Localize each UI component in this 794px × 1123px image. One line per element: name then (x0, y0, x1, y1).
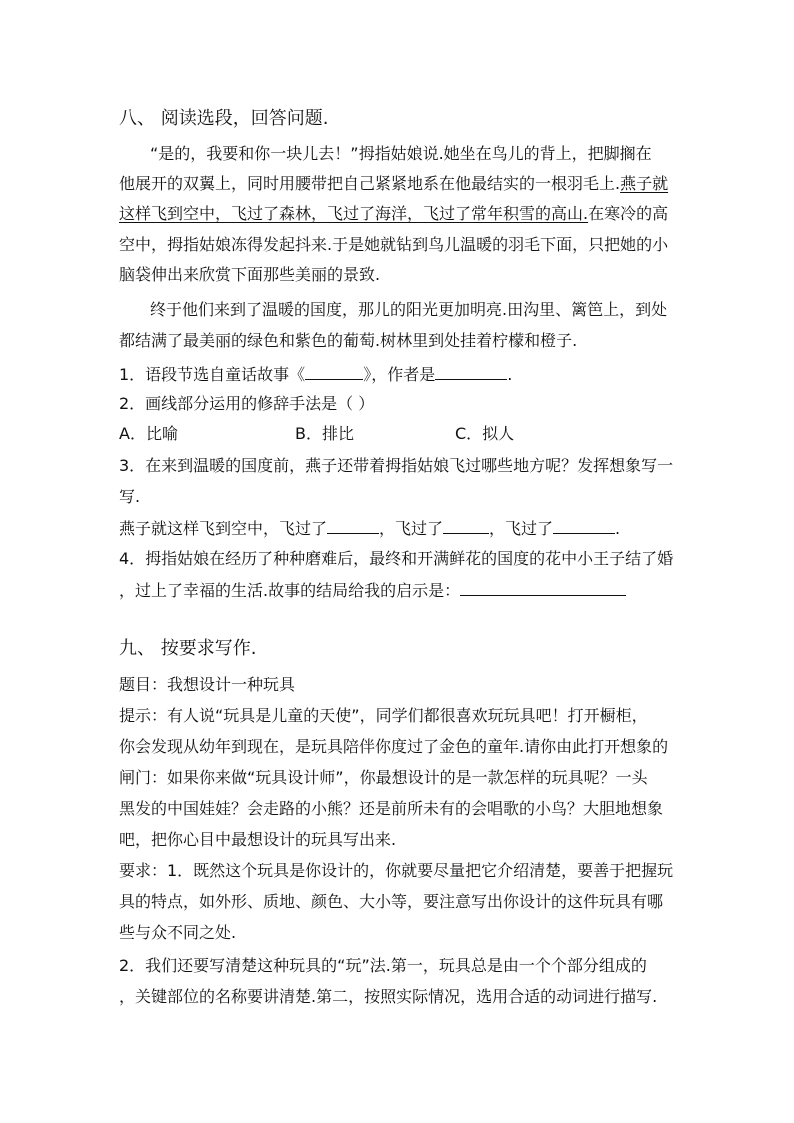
underlined-sentence-start: 燕子就 (620, 174, 669, 193)
question-2: 2．画线部分运用的修辞手法是（ ） (119, 394, 375, 413)
question-1-text-c: . (507, 365, 513, 384)
passage-p1-line-5: 脑袋伸出来欣赏下面那些美丽的景致. (119, 265, 381, 284)
passage-p1-line-2-text: 他展开的双翼上，同时用腰带把自己紧紧地系在他最结实的一根羽毛上. (119, 174, 621, 193)
tip-line-3: 闸门：如果你来做“玩具设计师”，你最想设计的是一款怎样的玩具呢？一头 (119, 768, 648, 787)
tip-line-4: 黑发的中国娃娃？会走路的小熊？还是前所未有的会唱歌的小鸟？大胆地想象 (119, 799, 664, 818)
passage-p1-line-4: 空中，拇指姑娘冻得发起抖来.于是她就钻到鸟儿温暖的羽毛下面，只把她的小 (119, 235, 669, 254)
question-4-line-2-text: ，过上了幸福的生活.故事的结局给我的启示是： (119, 581, 461, 600)
answer-blank-place-2[interactable] (443, 518, 489, 534)
passage-p1-line-2 (119, 174, 668, 194)
option-b[interactable]: B．排比 (295, 424, 354, 443)
answer-blank-story[interactable] (305, 364, 363, 380)
answer-blank-author[interactable] (435, 364, 507, 380)
option-c[interactable]: C．拟人 (455, 424, 515, 443)
question-1-text-b: 》，作者是 (363, 365, 436, 384)
tip-line-5: 吧，把你心目中最想设计的玩具写出来. (119, 830, 397, 849)
passage-p1-line-3-text: 在寒冷的高 (588, 204, 669, 223)
question-3-line-1: 3．在来到温暖的国度前，燕子还带着拇指姑娘飞过哪些地方呢？发挥想象写一 (119, 456, 674, 475)
answer-blank-place-3[interactable] (553, 518, 615, 534)
question-3-line-2: 写. (119, 487, 141, 506)
fill-text-b: ，飞过了 (379, 519, 444, 538)
passage-p2-line-1: 终于他们来到了温暖的国度，那儿的阳光更加明亮.田沟里、篱笆上，到处 (150, 300, 668, 319)
section-9-heading: 九、 按要求写作. (119, 638, 257, 659)
question-4-line-1: 4．拇指姑娘在经历了种种磨难后，最终和开满鲜花的国度的花中小王子结了婚 (119, 549, 674, 568)
question-3-fill-in (119, 518, 620, 539)
fill-text-c: ，飞过了 (489, 519, 554, 538)
requirement-1-line-1: 要求：1．既然这个玩具是你设计的，你就要尽量把它介绍清楚，要善于把握玩 (119, 861, 674, 880)
fill-text-a: 燕子就这样飞到空中，飞过了 (119, 519, 328, 538)
passage-p1-line-3 (119, 204, 668, 224)
question-1-text-a: 1．语段节选自童话故事《 (119, 365, 306, 384)
requirement-1-line-3: 些与众不同之处. (119, 923, 237, 942)
passage-p2-line-2: 都结满了最美丽的绿色和紫色的葡萄.树林里到处挂着柠檬和橙子. (119, 331, 578, 350)
passage-p1-line-1: “是的，我要和你一块儿去！”拇指姑娘说.她坐在鸟儿的背上，把脚搁在 (150, 144, 652, 163)
option-a[interactable]: A．比喻 (119, 424, 178, 443)
question-4-line-2 (119, 580, 626, 601)
requirement-2-line-1: 2．我们还要写清楚这种玩具的“玩”法.第一，玩具总是由一个个部分组成的 (119, 956, 647, 975)
tip-line-1: 提示：有人说“玩具是儿童的天使”，同学们都很喜欢玩玩具吧！打开橱柜， (119, 706, 648, 725)
question-1 (119, 364, 512, 385)
answer-blank-place-1[interactable] (327, 518, 379, 534)
underlined-sentence-end: 这样飞到空中，飞过了森林，飞过了海洋，飞过了常年积雪的高山. (119, 204, 589, 223)
requirement-2-line-2: ，关键部位的名称要讲清楚.第二，按照实际情况，选用合适的动词进行描写. (119, 987, 658, 1006)
section-8-heading: 八、 阅读选段，回答问题. (119, 108, 329, 129)
requirement-1-line-2: 具的特点，如外形、质地、颜色、大小等，要注意写出你设计的这件玩具有哪 (119, 892, 664, 911)
tip-line-2: 你会发现从幼年到现在，是玩具陪伴你度过了金色的童年.请你由此打开想象的 (119, 737, 669, 756)
writing-title: 题目：我想设计一种玩具 (119, 675, 296, 694)
fill-text-d: . (615, 519, 621, 538)
answer-blank-lesson[interactable] (460, 580, 626, 596)
